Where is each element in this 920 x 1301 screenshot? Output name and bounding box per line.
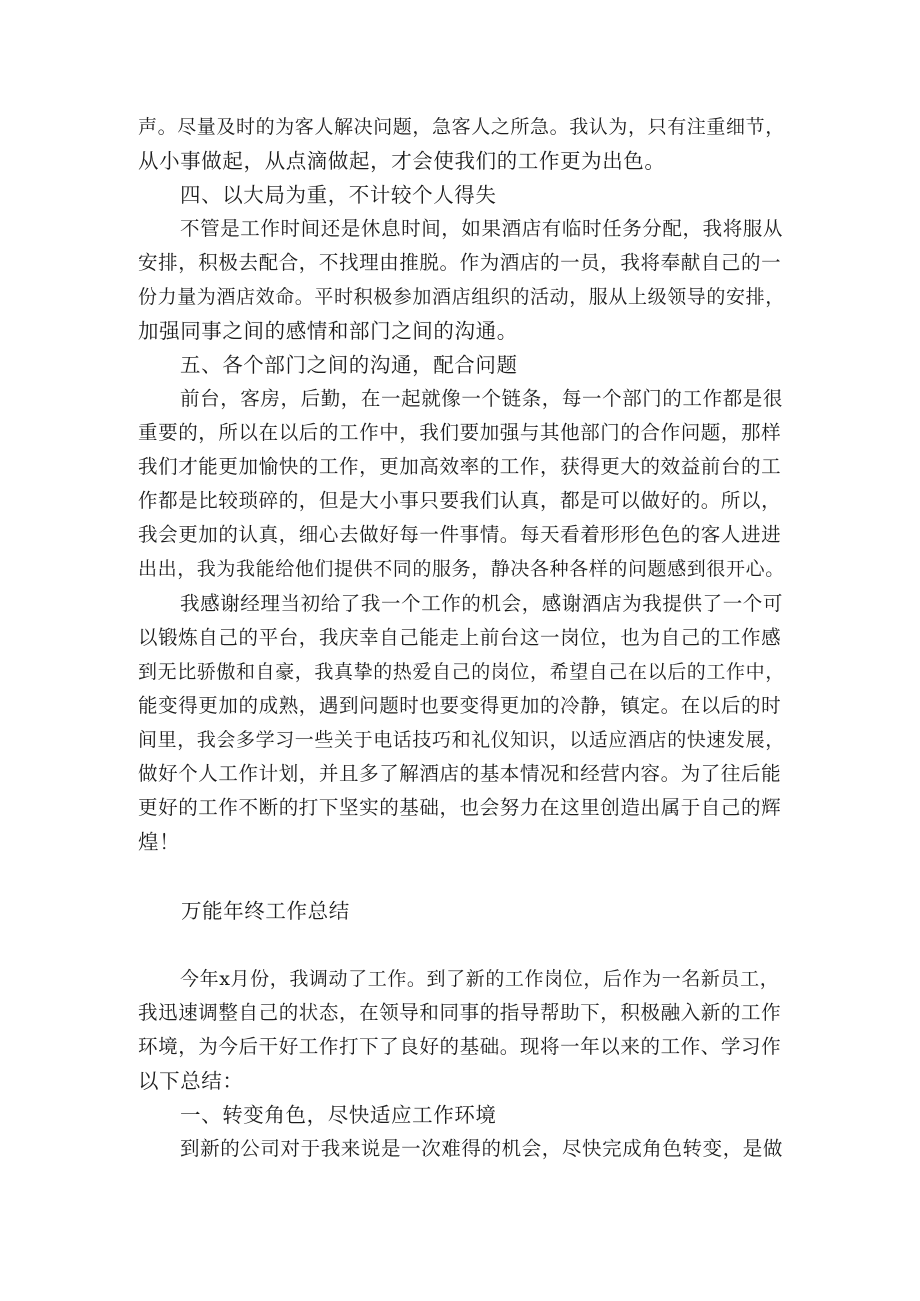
text-line: 今年x月份，我调动了工作。到了新的工作岗位，后作为一名新员工， — [180, 968, 780, 990]
text-line: 声。尽量及时的为客人解决问题，急客人之所急。我认为，只有注重细节， — [138, 116, 785, 138]
text-line: 不管是工作时间还是休息时间，如果酒店有临时任务分配，我将服从 — [180, 217, 784, 240]
text-line: 加强同事之间的感情和部门之间的沟通。 — [138, 319, 518, 343]
text-line: 能变得更加的成熟，遇到问题时也要变得更加的冷静，镇定。在以后的时 — [138, 694, 782, 717]
text-line: 安排，积极去配合，不找理由推脱。作为酒店的一员，我将奉献自己的一 — [138, 251, 782, 274]
section-heading: 四、以大局为重，不计较个人得失 — [180, 183, 497, 207]
text-line: 我会更加的认真，细心去做好每一件事情。每天看着形形色色的客人进进 — [138, 523, 782, 546]
text-line: 更好的工作不断的打下坚实的基础，也会努力在这里创造出属于自己的辉 — [138, 796, 782, 819]
text-line: 间里，我会多学习一些关于电话技巧和礼仪知识，以适应酒店的快速发展， — [138, 729, 785, 751]
text-line: 重要的，所以在以后的工作中，我们要加强与其他部门的合作问题，那样 — [138, 421, 782, 444]
text-line: 出出，我为我能给他们提供不同的服务，静决各种各样的问题感到很开心。 — [138, 558, 785, 580]
text-line: 以下总结： — [138, 1069, 244, 1093]
text-line: 我感谢经理当初给了我一个工作的机会，感谢酒店为我提供了一个可 — [180, 592, 784, 615]
text-line: 从小事做起，从点滴做起，才会使我们的工作更为出色。 — [138, 149, 666, 173]
text-line: 做好个人工作计划，并且多了解酒店的基本情况和经营内容。为了往后能 — [138, 762, 782, 785]
section-heading: 五、各个部门之间的沟通，配合问题 — [180, 353, 518, 377]
text-line: 前台，客房，后勤，在一起就像一个链条，每一个部门的工作都是很 — [180, 387, 784, 410]
text-line: 作都是比较琐碎的，但是大小事只要我们认真，都是可以做好的。所以， — [138, 489, 782, 512]
text-line: 以锻炼自己的平台，我庆幸自己能走上前台这一岗位，也为自己的工作感 — [138, 626, 782, 649]
section-heading: 一、转变角色，尽快适应工作环境 — [180, 1103, 497, 1127]
text-line: 环境，为今后干好工作打下了良好的基础。现将一年以来的工作、学习作 — [138, 1035, 782, 1058]
text-line: 到新的公司对于我来说是一次难得的机会，尽快完成角色转变，是做 — [180, 1137, 784, 1160]
text-line: 份力量为酒店效命。平时积极参加酒店组织的活动，服从上级领导的安排， — [138, 286, 785, 308]
document-title: 万能年终工作总结 — [181, 899, 350, 923]
text-line: 我迅速调整自己的状态，在领导和同事的指导帮助下，积极融入新的工作 — [138, 1001, 782, 1024]
text-line: 我们才能更加愉快的工作，更加高效率的工作，获得更大的效益前台的工 — [138, 455, 782, 478]
text-line: 煌！ — [138, 830, 181, 854]
text-line: 到无比骄傲和自豪，我真挚的热爱自己的岗位，希望自己在以后的工作中， — [138, 661, 785, 683]
